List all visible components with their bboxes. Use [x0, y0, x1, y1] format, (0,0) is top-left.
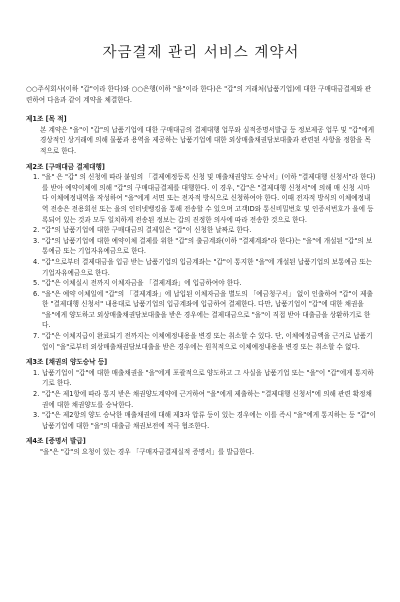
list-item: 5. "갑"은 이체실시 전까지 이체자금을 「결제계좌」에 입금하여야 한다.	[33, 279, 242, 288]
list-item: 1. "을" 은 "갑" 의 신청에 따라 붙임의 「결제예정등록 신청 및 매출채권양도 승낙서」(이하 "결제대행 신청서"라 한다)를 받아 예약이체에 의해 "갑"의 구매대금결제를 대행한다. 이 경우, "갑"은 "결제대행 신청서"에 의해 매 신청 시마다 이체예정내역을 작성하여 "을"에게 서면 또는 전자적 방식으로 신청하여야 한다. 이때 전자적 방식의 이체예정내역 전송은 전용회선 또는 을의 인터넷뱅킹을 통해 전송할 수 있으며 고객ID와 통신비밀번호 및 인증서번호가 을에 등록되어 있는 것과 모두 일치하게 전송된 정보는 갑의 진정한 의사에 따라 전송한 것으로 한다.	[33, 173, 376, 224]
article-1-body: 본 계약은 "을"이 "갑"의 납품기업에 대한 구매대금의 결제대행 업무와 실적증명서발급 등 정보제공 업무 및 "갑"에게 경상적인 상거래에 의해 물품과 용역을 제공하는 납품기업에 대한 외상매출채권담보대출과 관련된 사항을 정함을 목적으로 한다.	[40, 125, 375, 155]
list-item: 4. "갑"으로부터 결제대금을 입금 받는 납품기업의 입금계좌는 "갑"이 통지한 "을"에 개설된 납품기업의 보통예금 또는 기업자유예금으로 한다.	[33, 257, 372, 277]
article-2-heading: 제2조 [구매대금 결제대행]	[26, 162, 105, 171]
article-3	[26, 357, 376, 431]
article-2-items	[26, 172, 376, 352]
list-item: 2. "갑"은 제1항에 따라 통지 받은 채권양도계약에 근거하여 "을"에게 제출하는 "결제대행 신청서"에 의해 관련 확정채권에 대한 채권양도를 승낙한다.	[33, 390, 372, 409]
document-title: 자금결제 관리 서비스 계약서	[102, 45, 300, 61]
list-item: 2. "갑"의 납품기업에 대한 구매대금의 결제일은 "갑"이 신청한 날짜로 한다.	[33, 226, 252, 235]
list-item: 3. "갑"은 제2항의 양도 승낙한 매출채권에 대해 제3자 압류 등이 있는 경우에는 이를 즉시 "을"에게 통지하는 등 "갑"이 납품기업에 대한 "을"의 대출금 채권보전에 적극 협조한다.	[33, 411, 377, 430]
article-1-heading: 제1조 [목 적]	[26, 115, 67, 124]
article-4-body: "을"은 "갑"의 요청이 있는 경우 「구매자금결제실적 증명서」를 발급한다.	[40, 448, 255, 456]
article-3-heading: 제3조 [채권의 양도승낙 등]	[26, 358, 108, 367]
article-4-heading: 제4조 [증명서 발급]	[26, 437, 86, 446]
intro-paragraph: ○○주식회사(이하 "갑"이라 한다)와 ○○은행(이하 "을"이라 한다)은 "갑"의 거래처(납품기업)에 대한 구매대금결제와 관련하여 다음과 같이 계약을 체결한다.	[26, 85, 372, 104]
article-1	[26, 114, 376, 156]
article-3-items	[26, 368, 376, 432]
article-4	[26, 436, 376, 457]
list-item: 1. 납품기업이 "갑"에 대한 매출채권을 "을"에게 포괄적으로 양도하고 그 사실을 납품기업 또는 "을"이 "갑"에게 통지하기로 한다.	[33, 368, 374, 388]
list-item: 3. "갑"의 납품기업에 대한 예약이체 결제를 위한 "갑"의 출금계좌(이하 "결제계좌"라 한다)는 "을"에 개설된 "갑"의 보통예금 또는 기업자유예금으로 한다.	[33, 236, 373, 256]
list-item: 7. "갑"은 이체지급이 완료되기 전까지는 이체예정내용을 변경 또는 취소할 수 있다. 단, 이체예정금액을 근거로 납품기업이 "을"로부터 외상매출채권담보대출을 받은 경우에는 원칙적으로 이체예정내용을 변경 또는 취소할 수 없다.	[33, 332, 373, 351]
article-2	[26, 162, 376, 353]
list-item: 6. "을"은 예약 이체일에 "갑"의 「결제계좌」에 납입된 이체자금을 별도의 「예금청구서」 없이 인출하여 "갑"이 제출한 "결제대행 신청서" 내용대로 납품기업의 입금계좌에 입금하여 결제한다. 다만, 납품기업이 "갑"에 대한 채권을 "을"에게 양도하고 외상매출채권담보대출을 받은 경우에는 결제대금으로 "을"이 직접 받아 대출금을 상환하기로 한다.	[33, 289, 373, 330]
